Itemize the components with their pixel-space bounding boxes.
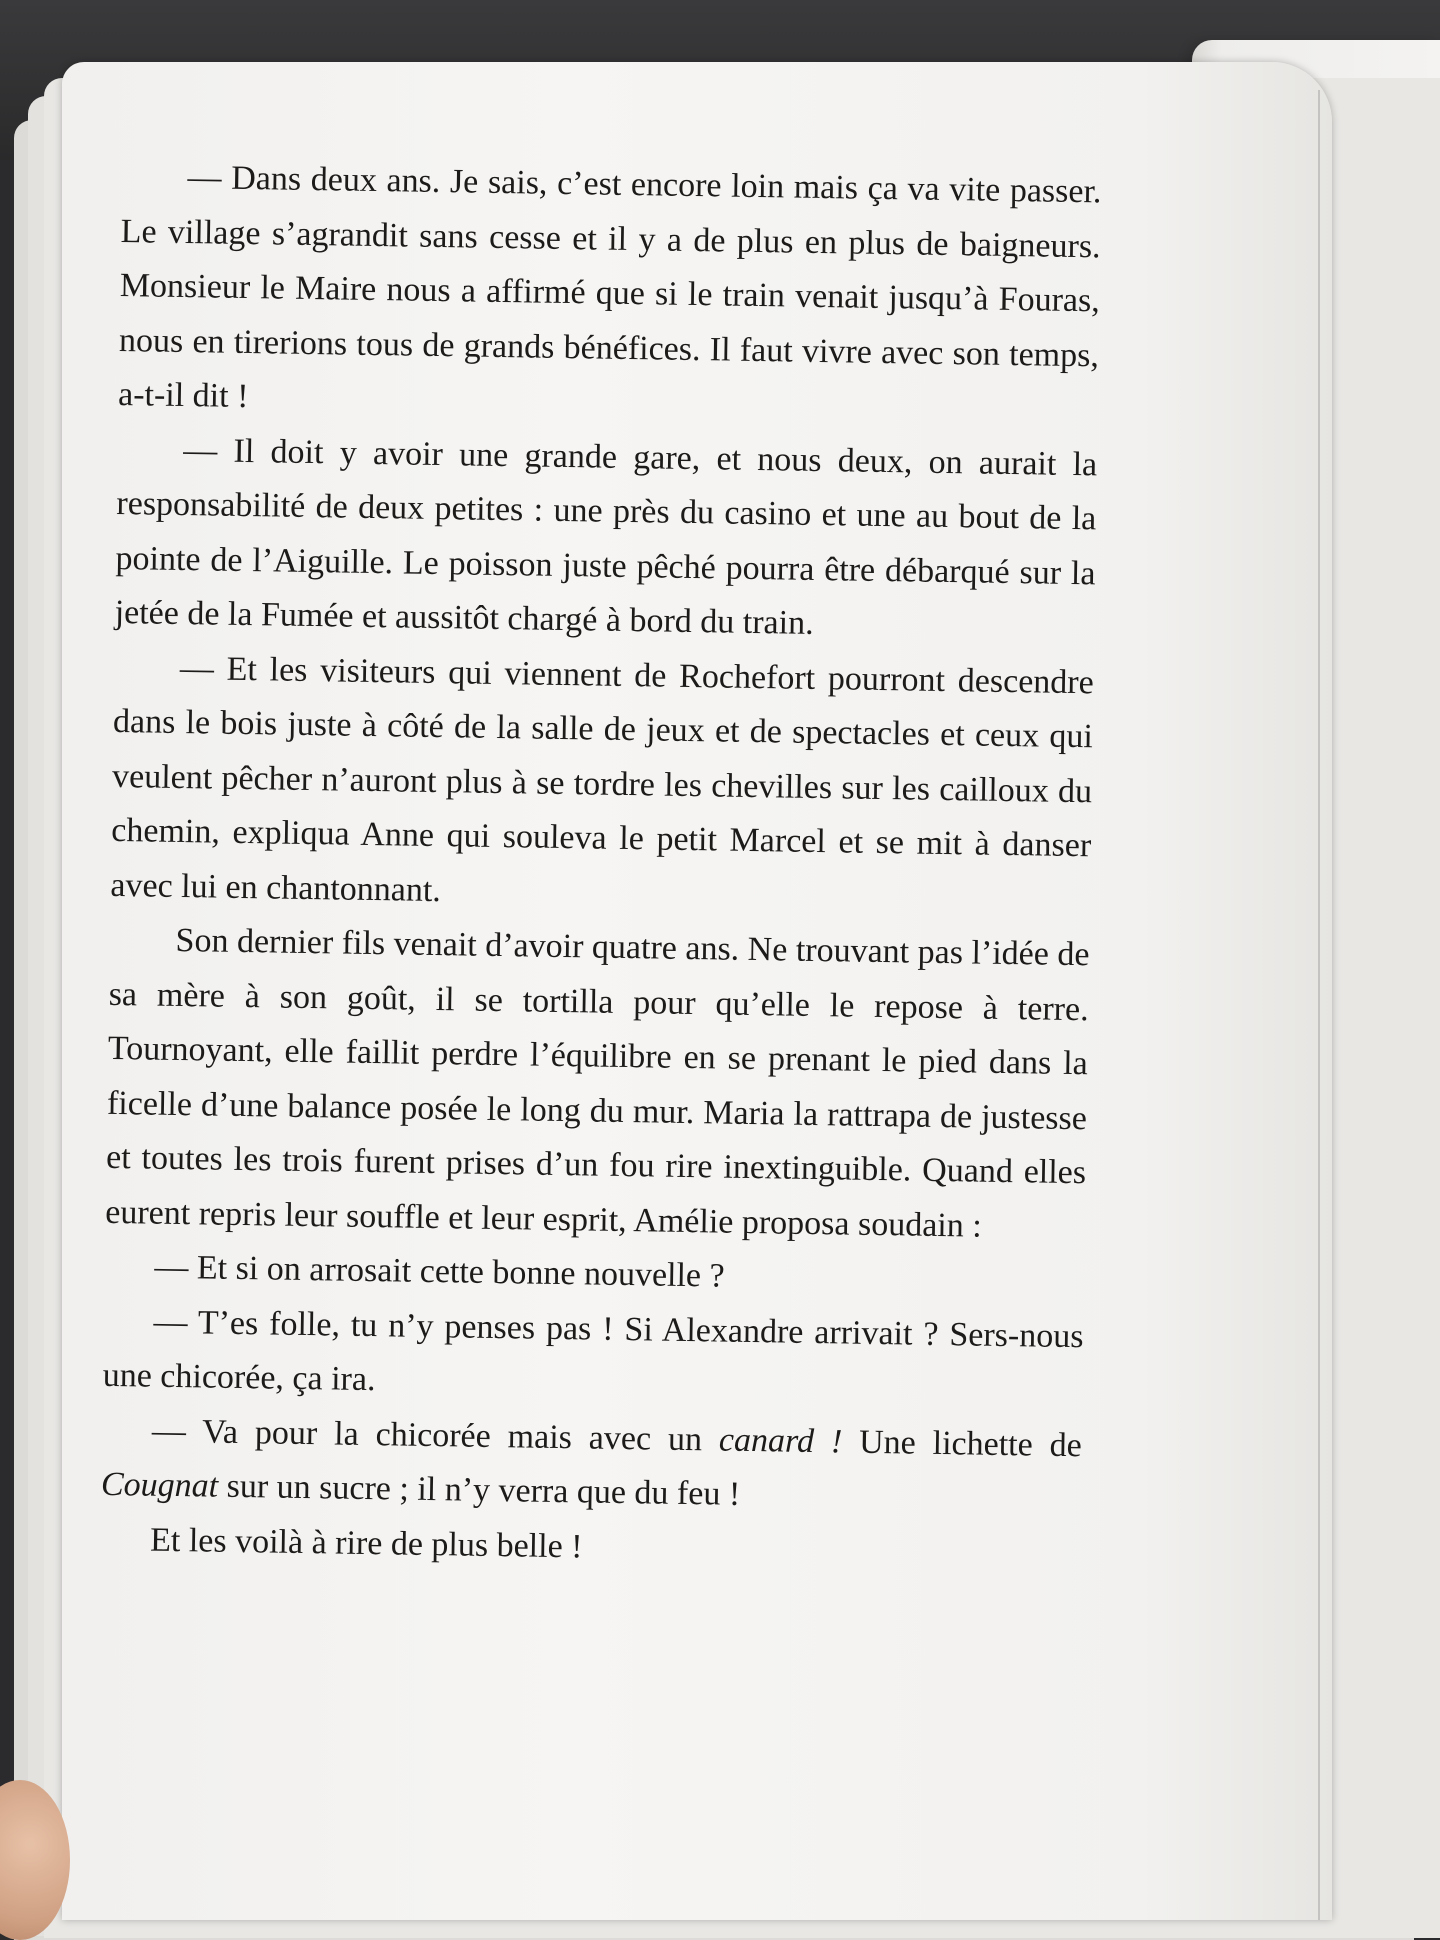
page-gutter [1318,90,1320,1920]
paragraph-1: — Dans deux ans. Je sais, c’est encore loin mais ça va vite passer. Le village s’agrandit sans cesse et il y a de plus en plus de baigneurs. Monsieur le Maire nous a affirmé que si le train venait jusqu’à Fouras, nous en tirerions tous de grands bénéfices. Il faut vivre avec son temps, a-t-il dit ! [117,159,1102,416]
closing-line: Et les voilà à rire de plus belle ! [149,1521,583,1565]
dialogue-3-part2: Une lichette de [841,1422,1083,1464]
paragraph-4: Son dernier fils venait d’avoir quatre ans. Ne trouvant pas l’idée de sa mère à son goût, il se tortilla pour qu’elle le repose à terre. Tournoyant, elle faillit perdre l’équilibre en se prenant le pied dans la ficelle d’une balance posée le long du mur. Maria la rattrapa de justesse et toutes les trois furent prises d’un fou rire inextinguible. Quand elles eurent repris leur souffle et leur esprit, Amélie proposa soudain : [105,921,1090,1245]
dialogue-3-canard: canard ! [718,1421,843,1460]
dialogue-3-part3: sur un sucre ; il n’y verra que du feu ! [217,1467,741,1513]
dialogue-3 [101,1403,1083,1527]
paragraph-2: — Il doit y avoir une grande gare, et nous deux, on aurait la responsabilité de deux petites : une près du casino et une au bout de la pointe de l’Aiguille. Le poisson juste pêché pourra être débarqué sur la jetée de la Fumée et aussitôt chargé à bord du train. [114,431,1098,642]
dialogue-3-part1: — Va pour la chicorée mais avec un [151,1412,720,1459]
dialogue-2: — T’es folle, tu n’y penses pas ! Si Alexandre arrivait ? Sers-nous une chicorée, ça ira. [102,1303,1084,1399]
dialogue-3-cougnat: Cougnat [100,1465,219,1505]
dialogue-1: — Et si on arrosait cette bonne nouvelle ? [154,1248,725,1295]
page-text [100,150,1102,1582]
paragraph-3: — Et les visiteurs qui viennent de Rochefort pourront descendre dans le bois juste à côté de la salle de jeux et de spectacles et ceux qui veulent pêcher n’auront plus à se tordre les chevilles sur les cailloux du chemin, expliqua Anne qui souleva le petit Marcel et se mit à danser avec lui en chantonnant. [110,649,1095,909]
